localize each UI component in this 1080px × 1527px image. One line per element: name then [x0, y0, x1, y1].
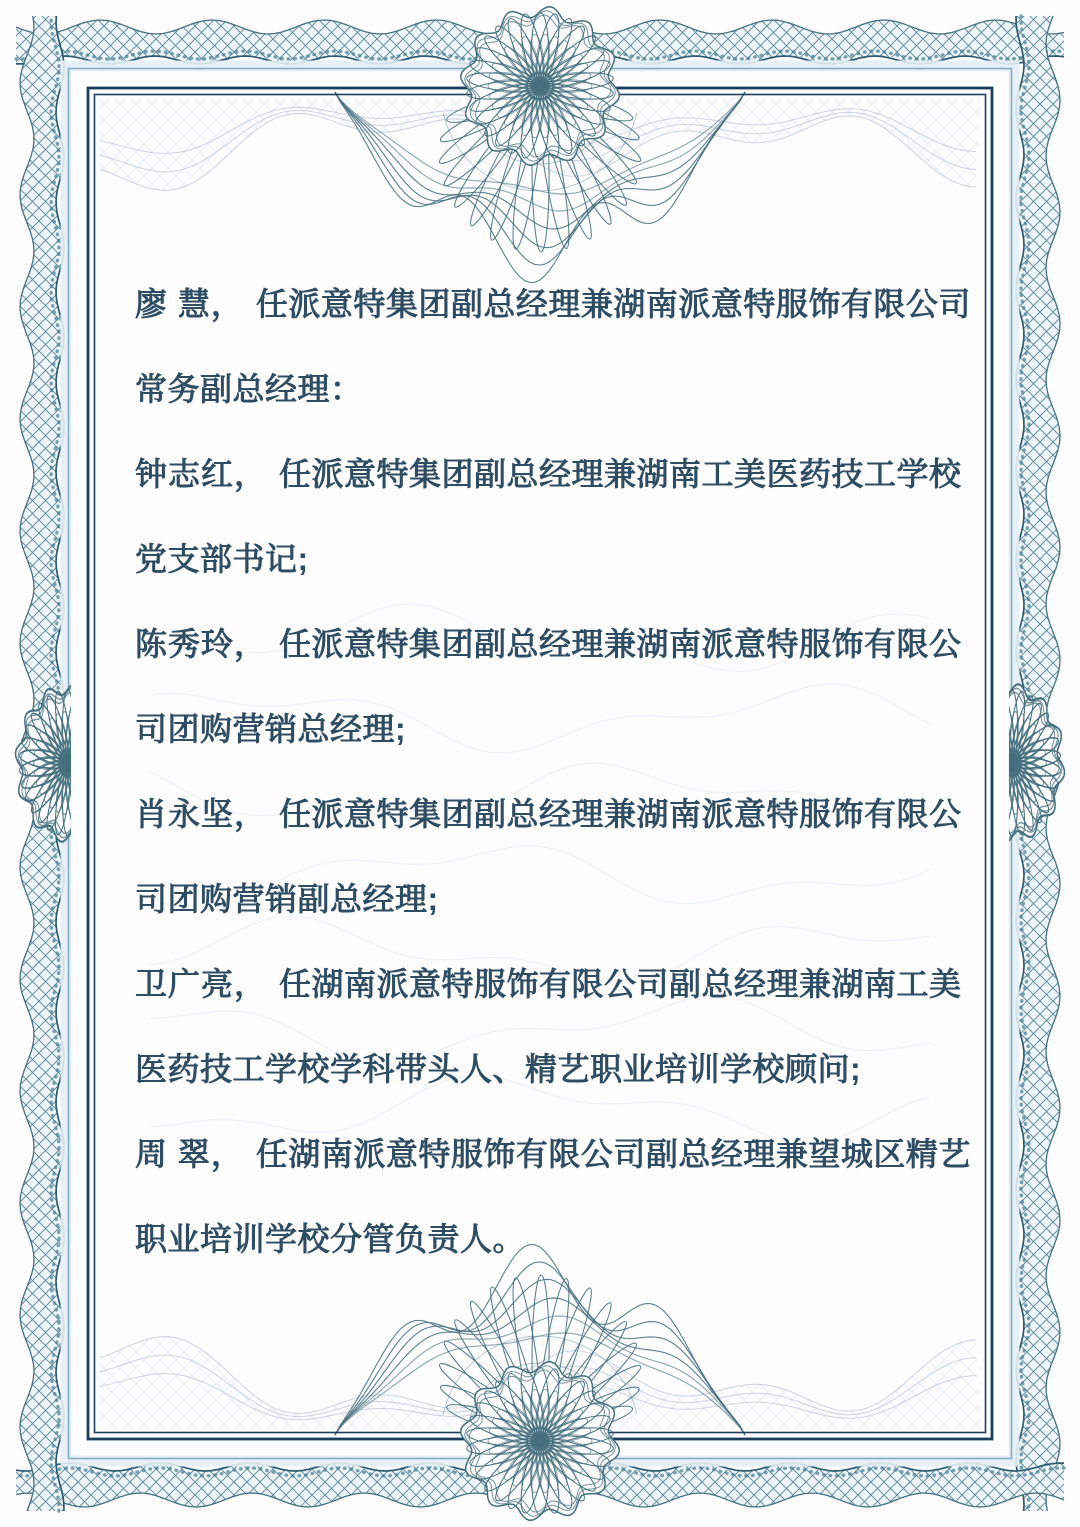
appointment-entry [135, 942, 987, 1112]
person-name: 钟志红， [135, 456, 268, 492]
entry-line [135, 602, 987, 687]
appointment-text: 任派意特集团副总经理兼湖南派意特服饰有限公 [279, 626, 962, 662]
person-name: 陈秀玲， [135, 626, 268, 662]
entry-line: 司团购营销副总经理; [135, 881, 439, 917]
appointment-text: 任派意特集团副总经理兼湖南工美医药技工学校 [279, 456, 962, 492]
appointment-entry [135, 432, 987, 602]
appointment-text: 任湖南派意特服饰有限公司副总经理兼湖南工美 [279, 966, 962, 1002]
person-name: 周 翠， [135, 1136, 244, 1172]
person-name: 廖 慧， [135, 286, 244, 322]
entry-line [135, 942, 987, 1027]
appointment-text: 任派意特集团副总经理兼湖南派意特服饰有限公司 [255, 286, 971, 322]
appointment-entry [135, 1112, 987, 1282]
appointment-text: 任派意特集团副总经理兼湖南派意特服饰有限公 [279, 796, 962, 832]
appointment-entry [135, 602, 987, 772]
entry-line: 医药技工学校学科带头人、精艺职业培训学校顾问; [135, 1051, 862, 1087]
entry-line: 司团购营销总经理; [135, 711, 407, 747]
entry-line [135, 262, 987, 347]
appointment-entry [135, 772, 987, 942]
appointment-entry [135, 262, 987, 432]
appointment-text: 任湖南派意特服饰有限公司副总经理兼望城区精艺 [255, 1136, 971, 1172]
entry-line [135, 432, 987, 517]
person-name: 肖永坚， [135, 796, 268, 832]
entry-line: 常务副总经理： [135, 371, 363, 407]
appointment-list [135, 262, 987, 1282]
person-name: 卫广亮， [135, 966, 268, 1002]
entry-line [135, 1112, 987, 1197]
entry-line [135, 772, 987, 857]
entry-line: 职业培训学校分管负责人。 [135, 1221, 526, 1257]
entry-line: 党支部书记; [135, 541, 309, 577]
